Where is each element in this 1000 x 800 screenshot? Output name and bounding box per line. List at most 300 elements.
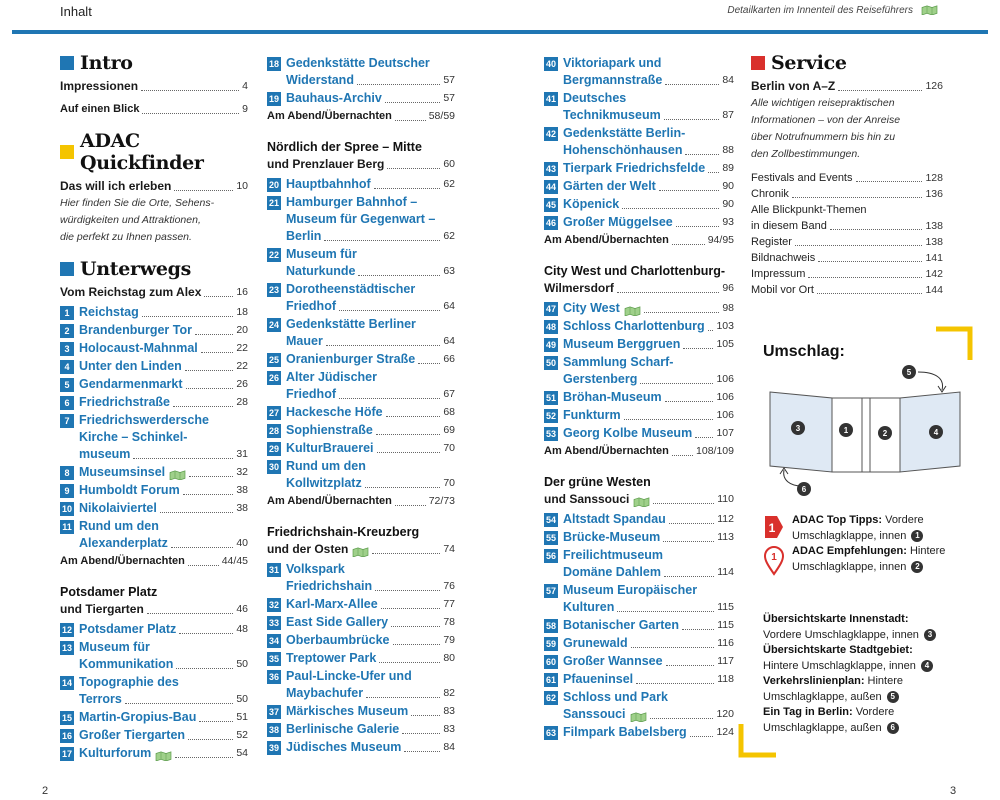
sight-number: 24 (268, 320, 279, 330)
sight-page: 76 (443, 580, 455, 592)
sight-title: Reichstag (79, 305, 139, 319)
sight-entry[interactable] (267, 458, 455, 492)
sight-entry[interactable] (267, 739, 455, 756)
cover-marker-label: 4 (933, 428, 939, 437)
top-tipp-icon (763, 514, 785, 540)
sight-number: 35 (268, 654, 279, 664)
sight-page: 113 (717, 531, 734, 543)
sight-number: 38 (268, 725, 279, 735)
sight-page: 83 (443, 723, 455, 735)
sight-page: 62 (443, 230, 455, 242)
section-title[interactable]: Vom Reichstag zum Alex 16 (60, 285, 248, 299)
sight-number: 12 (61, 625, 72, 635)
toc-column-1 (60, 48, 248, 763)
sight-title: Museumsinsel (79, 465, 166, 479)
toc-entry[interactable]: in diesem Band 138 (751, 220, 943, 232)
sight-page: 116 (717, 637, 734, 649)
sight-entry[interactable] (60, 639, 248, 673)
sight-number: 56 (545, 551, 556, 561)
section-title[interactable]: und Prenzlauer Berg 60 (267, 157, 455, 171)
sight-title: Berlin (286, 229, 322, 243)
sight-entry[interactable] (267, 176, 455, 193)
sight-title: Holocaust-Mahnmal (79, 341, 198, 355)
sight-page: 77 (443, 598, 455, 610)
sight-title: Maybachufer (286, 686, 364, 700)
sight-page: 50 (236, 658, 248, 670)
sight-entry[interactable] (544, 582, 734, 616)
sight-entry[interactable] (544, 511, 734, 528)
red-square-icon (751, 56, 765, 70)
sight-title-line: Schloss und Park (563, 690, 668, 704)
sight-number: 5 (60, 378, 74, 392)
section-title[interactable]: Friedrichshain-Kreuzberg (267, 525, 420, 539)
sight-entry[interactable] (544, 407, 734, 424)
sight-entry[interactable] (544, 196, 734, 213)
sight-page: 93 (722, 216, 734, 228)
sight-number: 62 (545, 693, 556, 703)
sight-page: 48 (236, 623, 248, 635)
umschlag-title: Umschlag: (763, 343, 845, 360)
sight-title: Pfaueninsel (563, 672, 634, 686)
sight-page: 84 (443, 741, 455, 753)
sight-title: Funkturm (563, 408, 621, 422)
sight-entry[interactable] (60, 745, 248, 762)
sight-number: 61 (545, 675, 556, 685)
sight-number: 26 (268, 373, 279, 383)
sight-number: 52 (545, 411, 556, 421)
sight-page: 38 (236, 502, 248, 514)
sight-title-line: Deutsches (563, 91, 627, 105)
sight-entry[interactable] (60, 518, 248, 552)
sight-entry[interactable] (267, 596, 455, 613)
sight-entry[interactable] (544, 160, 734, 177)
sight-list (267, 55, 455, 107)
blue-square-icon (60, 262, 74, 276)
sight-title: Berlinische Galerie (286, 722, 400, 736)
cover-diagram (760, 362, 970, 502)
toc-entry[interactable]: Berlin von A–Z 126 (751, 79, 943, 93)
sight-number: 42 (545, 129, 556, 139)
sight-entry[interactable] (267, 90, 455, 107)
sight-title: Kulturforum (79, 746, 152, 760)
sight-title: Großer Tiergarten (79, 728, 186, 742)
sight-title: Jüdisches Museum (286, 740, 402, 754)
sight-title-line: Gedenkstätte Deutscher (286, 56, 430, 70)
sight-title: East Side Gallery (286, 615, 389, 629)
sight-entry[interactable] (60, 394, 248, 411)
sight-number: 37 (268, 707, 279, 717)
sight-title: Köpenick (563, 197, 620, 211)
number-badge: 3 (924, 629, 936, 641)
sight-entry[interactable] (544, 354, 734, 388)
sight-entry[interactable] (544, 724, 734, 741)
sight-title-line: Rund um den (79, 519, 159, 533)
sight-entry[interactable] (267, 369, 455, 403)
map-icon (169, 470, 186, 480)
sight-list (267, 176, 455, 492)
sight-list (544, 55, 734, 231)
map-icon (921, 5, 938, 15)
sight-number: 21 (268, 198, 279, 208)
sight-entry[interactable] (267, 351, 455, 368)
map-icon (352, 547, 369, 557)
sight-entry[interactable] (267, 194, 455, 245)
sight-title: Kollwitzplatz (286, 476, 362, 490)
sight-title-line: Volkspark (286, 562, 345, 576)
sight-entry[interactable] (267, 561, 455, 595)
sight-number: 51 (545, 393, 556, 403)
section-title[interactable]: City West und Charlottenburg- (544, 264, 726, 278)
sight-page: 32 (236, 466, 248, 478)
header-rule (12, 30, 988, 34)
sight-list (60, 621, 248, 762)
sight-entry[interactable] (267, 668, 455, 702)
sight-page: 120 (716, 708, 734, 720)
svg-text:1: 1 (768, 521, 776, 535)
page-header (0, 0, 1000, 34)
sight-page: 70 (443, 477, 455, 489)
sight-entry[interactable] (60, 340, 248, 357)
sight-title: Bergmannstraße (563, 73, 663, 87)
section-title[interactable]: Nördlich der Spree – Mitte (267, 140, 422, 154)
sight-page: 118 (717, 673, 734, 685)
sight-title-line: Museum Europäischer (563, 583, 698, 597)
sight-title: Botanischer Garten (563, 618, 680, 632)
sight-title: City West (563, 301, 620, 315)
sight-page: 62 (443, 178, 455, 190)
sight-number: 58 (545, 621, 556, 631)
toc-entry[interactable]: Am Abend/Übernachten 94/95 (544, 234, 734, 246)
sight-entry[interactable] (544, 529, 734, 546)
sight-entry[interactable] (267, 246, 455, 280)
sight-page: 38 (236, 484, 248, 496)
yellow-corner-bottom (738, 722, 778, 758)
sight-number: 46 (545, 218, 556, 228)
sight-number: 63 (545, 728, 556, 738)
sight-number: 41 (545, 94, 556, 104)
sight-title-line: Topographie des (79, 675, 179, 689)
unterwegs-heading: Unterwegs (60, 258, 248, 280)
toc-column-2 (267, 55, 455, 757)
sight-title: Grunewald (563, 636, 628, 650)
quickfinder-heading: ADAC Quickfinder (60, 130, 248, 174)
sight-title-line: Museum für (79, 640, 150, 654)
toc-entry[interactable]: Impressionen 4 (60, 79, 248, 93)
sight-number: 57 (545, 586, 556, 596)
sight-number: 11 (60, 520, 74, 534)
sight-page: 117 (717, 655, 734, 667)
sight-title: Großer Wannsee (563, 654, 663, 668)
sight-entry[interactable] (267, 650, 455, 667)
sight-number: 4 (60, 360, 74, 374)
sight-page: 89 (722, 162, 734, 174)
sight-page: 64 (443, 300, 455, 312)
intro-heading: Intro (60, 52, 248, 74)
sight-title: Hohenschönhausen (563, 143, 683, 157)
toc-entry[interactable]: Register 138 (751, 236, 943, 248)
sight-title: Tierpark Friedrichsfelde (563, 161, 706, 175)
sight-number: 48 (545, 322, 556, 332)
cover-marker-label: 3 (795, 424, 801, 433)
sight-number: 39 (268, 743, 279, 753)
sight-page: 88 (722, 144, 734, 156)
toc-entry[interactable]: Impressum 142 (751, 268, 943, 280)
sight-entry[interactable] (60, 621, 248, 638)
sight-page: 63 (443, 265, 455, 277)
sight-entry[interactable] (267, 703, 455, 720)
number-badge: 1 (911, 530, 923, 542)
sight-number: 28 (268, 426, 279, 436)
sight-title: Oberbaumbrücke (286, 633, 390, 647)
page-number-right: 3 (950, 785, 957, 797)
sight-title: Schloss Charlottenburg (563, 319, 705, 333)
sight-number: 16 (61, 731, 72, 741)
sight-page: 66 (443, 353, 455, 365)
sight-entry[interactable] (267, 422, 455, 439)
sight-entry[interactable] (544, 336, 734, 353)
sight-title: Gerstenberg (563, 372, 638, 386)
sight-title: Brandenburger Tor (79, 323, 192, 337)
map-icon (633, 497, 650, 507)
header-title: Inhalt (60, 4, 92, 19)
sight-page: 20 (236, 324, 248, 336)
sight-number: 45 (545, 200, 556, 210)
sight-page: 64 (443, 335, 455, 347)
sight-page: 82 (443, 687, 455, 699)
sight-page: 124 (716, 726, 734, 738)
sight-number: 31 (268, 565, 279, 575)
toc-entry[interactable]: Auf einen Blick 9 (60, 103, 248, 115)
sight-entry[interactable] (544, 425, 734, 442)
sight-entry[interactable] (544, 55, 734, 89)
toc-entry-text: Alle Blickpunkt-Themen (751, 204, 867, 216)
toc-entry[interactable]: Festivals and Events 128 (751, 172, 943, 184)
sight-title: Sophienstraße (286, 423, 373, 437)
sight-entry[interactable] (60, 304, 248, 321)
sight-page: 106 (716, 409, 734, 421)
sight-number: 19 (268, 94, 279, 104)
sight-page: 106 (716, 373, 734, 385)
sight-number: 9 (60, 484, 74, 498)
sight-title: Nikolaiviertel (79, 501, 157, 515)
cover-marker-label: 5 (906, 368, 912, 377)
sight-page: 83 (443, 705, 455, 717)
sight-entry[interactable] (267, 55, 455, 89)
sight-entry[interactable] (544, 617, 734, 634)
sight-entry[interactable] (267, 614, 455, 631)
sight-entry[interactable] (544, 300, 734, 317)
sight-entry[interactable] (60, 412, 248, 463)
number-badge: 4 (921, 660, 933, 672)
sight-entry[interactable] (544, 90, 734, 124)
sight-number: 43 (545, 164, 556, 174)
sight-title: Altstadt Spandau (563, 512, 666, 526)
section-title[interactable]: Potsdamer Platz (60, 585, 158, 599)
sight-title-line: Viktoriapark und (563, 56, 662, 70)
sight-page: 105 (716, 338, 734, 350)
sight-number: 34 (268, 636, 279, 646)
sight-entry[interactable] (544, 547, 734, 581)
sight-title-line: Museum für Gegenwart – (286, 212, 436, 226)
toc-entry[interactable]: Bildnachweis 141 (751, 252, 943, 264)
number-badge: 6 (887, 722, 899, 734)
sight-title: Sanssouci (563, 707, 626, 721)
sight-entry[interactable] (60, 322, 248, 339)
sight-title: Treptower Park (286, 651, 377, 665)
sight-page: 69 (443, 424, 455, 436)
sight-entry[interactable] (60, 674, 248, 708)
sight-number: 60 (545, 657, 556, 667)
sight-number: 54 (545, 515, 556, 525)
sight-title: Friedhof (286, 299, 336, 313)
number-badge: 5 (887, 691, 899, 703)
sight-title: Bauhaus-Archiv (286, 91, 382, 105)
sight-entry[interactable] (544, 178, 734, 195)
sight-number: 8 (60, 466, 74, 480)
sight-page: 106 (716, 391, 734, 403)
sight-entry[interactable] (267, 440, 455, 457)
toc-entry[interactable]: Am Abend/Übernachten 44/45 (60, 555, 248, 567)
sight-title: Großer Müggelsee (563, 215, 673, 229)
sight-page: 70 (443, 442, 455, 454)
sight-entry[interactable] (60, 464, 248, 481)
sight-number: 14 (61, 678, 72, 688)
sight-title: Gärten der Welt (563, 179, 656, 193)
sight-title-line: Rund um den (286, 459, 366, 473)
sight-title-line: Sammlung Scharf- (563, 355, 674, 369)
sight-number: 30 (268, 462, 279, 472)
sight-page: 68 (443, 406, 455, 418)
sight-number: 44 (545, 182, 556, 192)
sight-title: Museum Berggruen (563, 337, 681, 351)
sight-number: 22 (268, 250, 279, 260)
sight-title: Domäne Dahlem (563, 565, 661, 579)
sight-page: 18 (236, 306, 248, 318)
svg-text:1: 1 (771, 552, 777, 563)
sight-page: 54 (236, 747, 248, 759)
sight-entry[interactable] (267, 404, 455, 421)
sight-number: 6 (60, 396, 74, 410)
sight-title-line: Kirche – Schinkel- (79, 430, 188, 444)
toc-entry[interactable]: Mobil vor Ort 144 (751, 284, 943, 296)
sight-entry[interactable] (544, 671, 734, 688)
header-detail-text: Detailkarten im Innenteil des Reiseführers (727, 5, 913, 16)
toc-column-3 (544, 55, 734, 742)
toc-entry[interactable]: Das will ich erleben 10 (60, 179, 248, 193)
sight-page: 78 (443, 616, 455, 628)
section-title[interactable]: und Tiergarten 46 (60, 602, 248, 616)
sight-entry[interactable] (544, 389, 734, 406)
sight-page: 84 (722, 74, 734, 86)
sight-title: Naturkunde (286, 264, 356, 278)
empfehlung-icon (763, 546, 785, 576)
number-badge: 2 (911, 561, 923, 573)
toc-entry[interactable]: Am Abend/Übernachten 72/73 (267, 495, 455, 507)
sight-title-line: Hamburger Bahnhof – (286, 195, 418, 209)
sight-entry[interactable] (60, 482, 248, 499)
toc-entry[interactable]: Am Abend/Übernachten 108/109 (544, 445, 734, 457)
section-title[interactable]: Wilmersdorf 96 (544, 281, 734, 295)
sight-title: Martin-Gropius-Bau (79, 710, 197, 724)
sight-title: Oranienburger Straße (286, 352, 416, 366)
sight-title: Bröhan-Museum (563, 390, 662, 404)
sight-page: 51 (236, 711, 248, 723)
sight-entry[interactable] (60, 709, 248, 726)
sight-number: 55 (545, 533, 556, 543)
sight-page: 67 (443, 388, 455, 400)
sight-entry[interactable] (267, 316, 455, 350)
sight-number: 53 (545, 429, 556, 439)
sight-entry[interactable] (267, 721, 455, 738)
sight-entry[interactable] (544, 689, 734, 723)
sight-number: 50 (545, 358, 556, 368)
sight-entry[interactable] (60, 500, 248, 517)
map-icon (155, 751, 172, 761)
sight-entry[interactable] (267, 632, 455, 649)
sight-number: 32 (268, 600, 279, 610)
sight-title: museum (79, 447, 131, 461)
sight-title-line: Museum für (286, 247, 357, 261)
section-title[interactable]: und Sanssouci 110 (544, 492, 734, 506)
service-note: Alle wichtigen reisepraktischen Informationen – von der Anreise über Notrufnummern bis hin zu den Zollbestimmungen. (751, 97, 901, 160)
sight-number: 18 (268, 59, 279, 69)
sight-entry[interactable] (60, 358, 248, 375)
sight-title: Unter den Linden (79, 359, 182, 373)
toc-entry[interactable]: Am Abend/Übernachten 58/59 (267, 110, 455, 122)
sight-title: Kommunikation (79, 657, 174, 671)
service-heading: Service (751, 52, 943, 74)
sight-number: 29 (268, 444, 279, 454)
section-title[interactable]: und der Osten 74 (267, 542, 455, 556)
sight-page: 115 (717, 619, 734, 631)
sight-number: 13 (61, 643, 72, 653)
sight-page: 103 (716, 320, 734, 332)
sight-page: 79 (443, 634, 455, 646)
sight-title: Hauptbahnhof (286, 177, 371, 191)
sight-title: Kulturen (563, 600, 615, 614)
map-icon (630, 712, 647, 722)
sight-number: 17 (61, 749, 72, 759)
sight-number: 49 (545, 340, 556, 350)
sight-title: Gendarmenmarkt (79, 377, 183, 391)
header-detail (727, 5, 938, 16)
yellow-square-icon (60, 145, 74, 159)
sight-entry[interactable] (544, 318, 734, 335)
sight-entry[interactable] (544, 214, 734, 231)
sight-entry[interactable] (544, 635, 734, 652)
sight-title-line: Paul-Lincke-Ufer und (286, 669, 412, 683)
sight-list (267, 561, 455, 756)
sight-number: 47 (545, 304, 556, 314)
sight-entry[interactable] (60, 727, 248, 744)
toc-entry[interactable]: Chronik 136 (751, 188, 943, 200)
section-title[interactable]: Der grüne Westen (544, 475, 651, 489)
sight-page: 22 (236, 360, 248, 372)
cover-marker-label: 1 (843, 426, 849, 435)
sight-entry[interactable] (267, 281, 455, 315)
sight-entry[interactable] (544, 653, 734, 670)
sight-title: Potsdamer Platz (79, 622, 177, 636)
sight-number: 23 (268, 285, 279, 295)
sight-page: 90 (722, 198, 734, 210)
yellow-corner-top (934, 326, 974, 362)
sight-page: 57 (443, 74, 455, 86)
sight-page: 98 (722, 302, 734, 314)
sight-number: 7 (60, 414, 74, 428)
sight-entry[interactable] (544, 125, 734, 159)
sight-number: 36 (268, 672, 279, 682)
sight-entry[interactable] (60, 376, 248, 393)
